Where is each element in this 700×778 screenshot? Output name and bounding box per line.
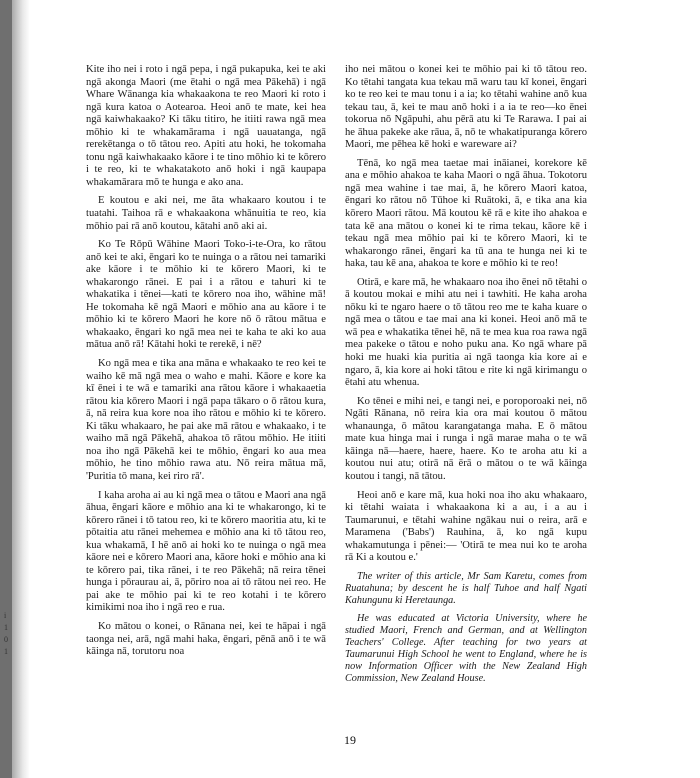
paragraph: I kaha aroha ai au ki ngā mea o tātou e Maori ana ngā āhua, ēngari kāore e mōhio ana ki te whakarongo, ki te kōrero rānei i tō tatou reo, ki te kōrero maoritia atu, ki te pōtaitia atu rānei mehemea e mōhio ana ki tō tātou reo, kua whakamā, I hē anō ai hoki ko te nuinga o ngā mea kāore nei e kōrero Maori ana, kāore hoki e mōhio ana ki te kōrero pai, tika rānei, i te reo Pākehā; nā reira tēnei hunga i pōraurau ai, ā, pōriro noa ai tō rātou nei reo. He pai ake te mōhio pai ki te reo kotahi i te kōrero kimikimi noa iho i ngā reo e rua. bbox=[86, 489, 326, 614]
paragraph: iho nei mātou o konei kei te mōhio pai ki tō tātou reo. Ko tētahi tangata kua tekau mā waru tau kī konei, ēngari ko te reo kei te mau tonu i a ia; ko tētahi wahine anō kua tekau tau, ā, kei te mau anō hoki i a ia te reo—ko ēnei tokorua nō Ngāpuhi, ahu pērā atu ki Te Rarawa. I pai ai he āhua pakeke ake rāua, ā, nō te whakatipuranga kōrero Maori, me pēhea kē hoki e wareware ai? bbox=[345, 64, 587, 151]
scan-edge bbox=[0, 0, 12, 778]
author-bio: He was educated at Victoria University, where he studied Maori, French and German, and at Wellington Teachers' College. After teaching for two years at Taumarunui High School he went to England, where he is now Information Officer with the New Zealand High Commission, New Zealand House. bbox=[345, 612, 587, 684]
left-column bbox=[86, 64, 326, 665]
page-gutter bbox=[12, 0, 30, 778]
right-column bbox=[345, 64, 587, 691]
paragraph: Kite iho nei i roto i ngā pepa, i ngā pukapuka, kei te aki ngā akonga Maori (me ētahi o ngā mea Pākehā) i ngā Whare Wānanga kia whakaakona te reo Maori ki roto i ngā kura katoa o Aotearoa. Heoi anō te mate, kei hea ngā kaiwhakaako? Ki tāku titiro, he itiiti rawa ngā mea mōhio ki te whakamārama i ngā uauatanga, ngā rerekētanga o tō tātou reo. Apiti atu hoki, he tokomaha tonu ngā kaiwhakaako kāore i te tino mōhio ki te kōrero i te reo, ki te whakatakoto anō hoki i ngā kaupapa whakamārara mō te hunga e ako ana. bbox=[86, 64, 326, 188]
paragraph: Ko tēnei e mihi nei, e tangi nei, e poroporoaki nei, nō Ngāti Rānana, nō reira kia ora mai koutou ō mātou whanaunga, ō mātou karangatanga maha. E ō mātou mate kua hinga mai i runga i ngā marae maha o te wā kāinga nā—haere, haere, haere. Ko te aroha atu ki a koutou nui atu; otirā nā ērā o mātou o te wā kāinga koutou i tangi, nā tātou. bbox=[345, 395, 587, 482]
margin-marks: i 1 0 1 bbox=[4, 611, 8, 656]
paragraph: Ko mātou o konei, o Rānana nei, kei te hāpai i ngā taonga nei, arā, ngā mahi haka, ēngari, pēnā anō i te wā kāinga nā, torutoru noa bbox=[86, 620, 326, 658]
page-number: 19 bbox=[344, 733, 356, 747]
paragraph: Ko Te Rōpū Wāhine Maori Toko-i-te-Ora, ko rātou anō kei te aki, ēngari ko te nuinga o a rātou nei tamariki ake kāore i te mōhio ki te kōrero Maori, ki te whakarongo rānei. E pai i a rātou e tahuri ki te whakatika i tēnei—kati te kōrero noa iho, wāhine mā! He tokomaha kē ngā Maori e mōhio ana au kāore i te mōhio ki te kōrero Maori he kore nō ō rātou mātua e whakaako, ēngari ko ngā mea nei te kaha te aki ko aua mātua anō rā! Kātahi hoki te rerekē, i nē? bbox=[86, 239, 326, 351]
author-bio: The writer of this article, Mr Sam Karetu, comes from Ruatahuna; by descent he is half Tuhoe and half Ngati Kahungunu ki Heretaunga. bbox=[345, 570, 587, 606]
paragraph: Tēnā, ko ngā mea taetae mai ināianei, korekore kē ana e mōhio ahakoa te kaha Maori o ngā āhua. Tokotoru ngā mea wahine i tae mai, ā, he kōrero Maori katoa, ēngari ko rātou nō Tūhoe ki Ruātoki, ā, e tika ana kia kōrero Maori rātou. Mā koutou kē rā e kite iho ahakoa e tata kē ana mātou o konei ki te rima tekau, kāore kē i tekau ngā mea mōhio pai ki te kōrero Maori, ki te whakarongo rānei, ēngari ka tū ana te hunga nei ki te haka, tau kē ana, ahakoa te kore e mōhio ki te reo! bbox=[345, 157, 587, 270]
paragraph: Ko ngā mea e tika ana māna e whakaako te reo kei te waiho kē mā ngā mea o waho e mahi. Kāore e kore ka kī ēnei i te wā e tamariki ana rātou kāore i whakaaetia rātou kia kōrero Maori i ngā papa tākaro o ō rātou kura, ā, nā reira kua kore noa iho rātou e mōhio ki te kōrero. Ki tāku whakaaro, he pai ake mā rātou e whakaako, i te waiho mā ngā Pākehā, ahakoa tō rātou mōhio. He itiiti noa iho ngā Pākehā kei te mōhio, ēngari ko aua mea mōhio, he tino mōhio rawa atu. Nō reira mātua mā, 'Puritia tō mana, kei riro rā'. bbox=[86, 358, 326, 482]
paragraph: Heoi anō e kare mā, kua hoki noa iho aku whakaaro, ki tētahi waiata i whakaakona ki a au, i a au i Taumarunui, e tētahi wahine ngākau nui o reira, arā e Maramena ('Babs') Rauhina, ā, ko ngā kupu whakamutunga i pēnei:— 'Otirā te mea nui ko te aroha rā Ki a koutou e.' bbox=[345, 489, 587, 564]
paragraph: E koutou e aki nei, me āta whakaaro koutou i te tuatahi. Taihoa rā e whakaakona whānuitia te reo, kia mōhio pai rā anō koutou, kātahi anō aki ai. bbox=[86, 195, 326, 232]
paragraph: Otirā, e kare mā, he whakaaro noa iho ēnei nō tētahi o ā koutou mokai e mihi atu nei i tawhiti. He kaha aroha nōku ki te ngaro haere o tō tātou reo me te kaha kuare o ngā mea o tātou e tae mai ana ki konei. Heoi anō mā te wā pea e whakatika tēnei hē, nā te mea kua roa rawa ngā mea pakeke o tātou e noho puku ana. Ko ngā whare pā hoki me huaki kia puritia ai ngā taonga kia kore ai e ngaro, ā, kia kore ai hoki tātou e rite ki ngā kirimangu o ētahi atu whenua. bbox=[345, 276, 587, 389]
